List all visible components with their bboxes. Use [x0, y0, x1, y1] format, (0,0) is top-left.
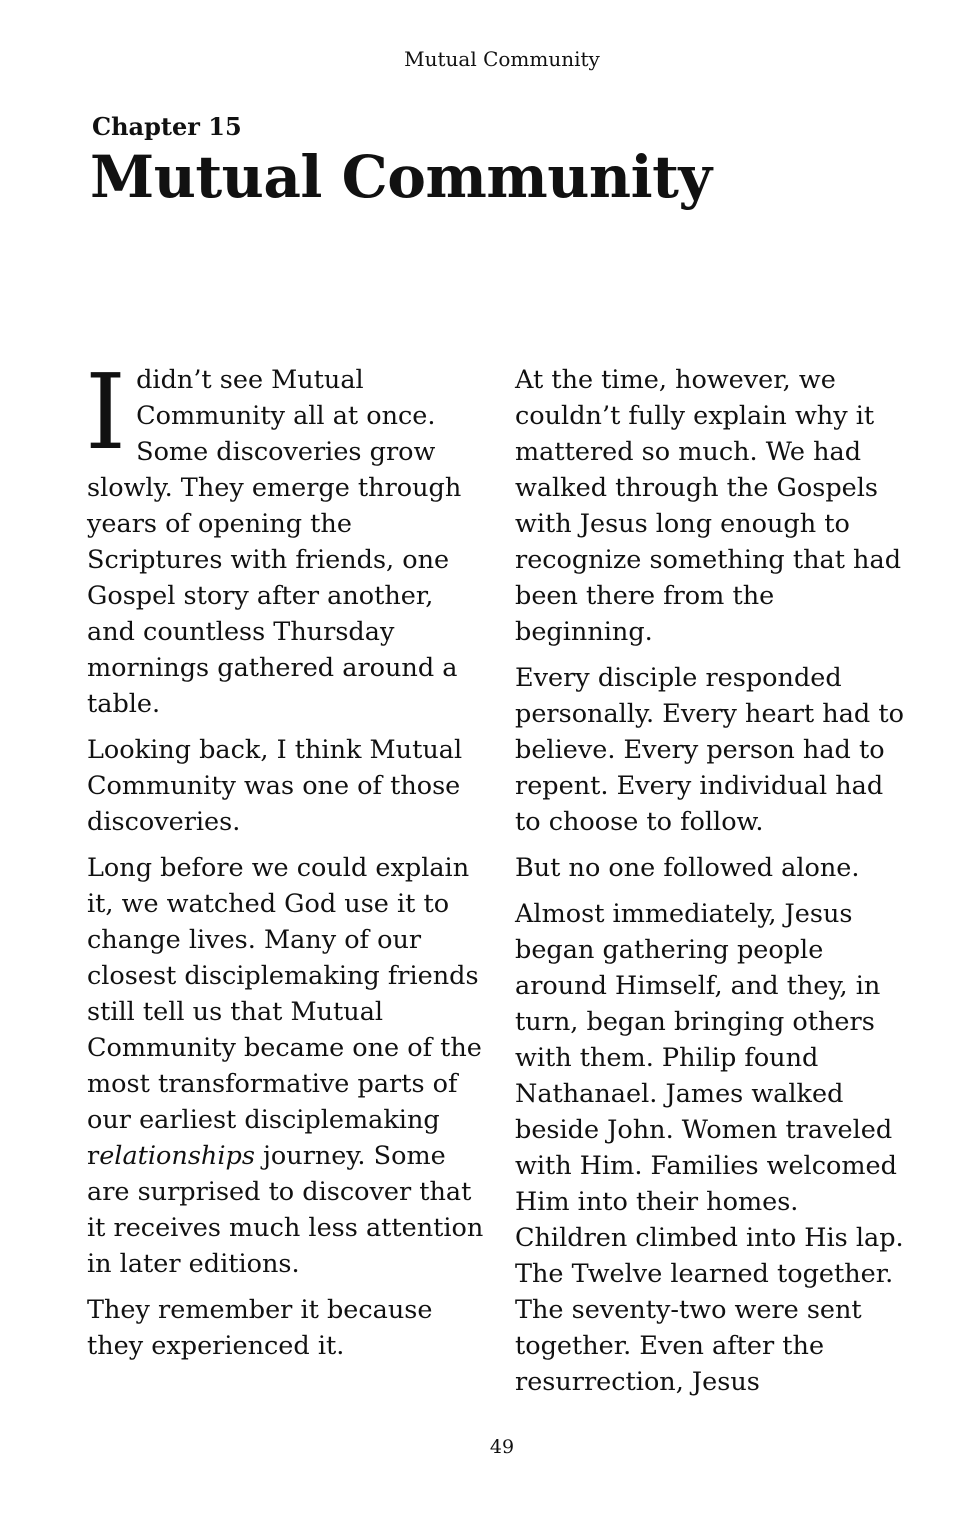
opening-paragraph-rest: Some discoveries grow slowly. They emerge through years of opening the Scriptures with friends, one Gospel story after another, and countless Thursday mornings gathered around a table. [87, 437, 462, 719]
chapter-title: Mutual Community [90, 143, 712, 211]
chapter-label: Chapter 15 [92, 112, 242, 141]
paragraph: Almost immediately, Jesus began gathering people around Himself, and they, in turn, began bringing others with them. Philip found Nathanael. James walked beside John. Women traveled with Him. Families welcomed Him into their homes. Children climbed into His lap. The Twelve learned together. The seventy-two were sent together. Even after the resurrection, Jesus [515, 899, 904, 1397]
opening-paragraph [85, 351, 485, 722]
paragraph: They remember it because they experienced it. [87, 1295, 433, 1361]
right-column [515, 362, 915, 1410]
page-number: 49 [489, 1436, 515, 1458]
paragraph [87, 850, 485, 1282]
paragraph: At the time, however, we couldn’t fully explain why it mattered so much. We had walked through the Gospels with Jesus long enough to recognize something that had been there from the beginning. [515, 365, 902, 647]
left-column [85, 351, 485, 1374]
paragraph-text: Long before we could explain it, we watched God use it to change lives. Many of our closest disciplemaking friends still tell us that Mutual Community became one of the most transformative parts of our earliest disciplemaking r [87, 853, 482, 1171]
paragraph: Every disciple responded personally. Every heart had to believe. Every person had to repent. Every individual had to choose to follow. [515, 663, 904, 837]
drop-cap: I [85, 351, 127, 473]
paragraph: But no one followed alone. [515, 853, 860, 883]
opening-sentence: didn’t see Mutual Community all at once. [136, 365, 436, 431]
paragraph: Looking back, I think Mutual Community was one of those discoveries. [87, 735, 463, 837]
italic-text: elationships [99, 1141, 255, 1171]
paragraph-text: journey. Some are surprised to discover that it receives much less attention in later editions. [87, 1141, 484, 1279]
running-head: Mutual Community [404, 47, 600, 71]
